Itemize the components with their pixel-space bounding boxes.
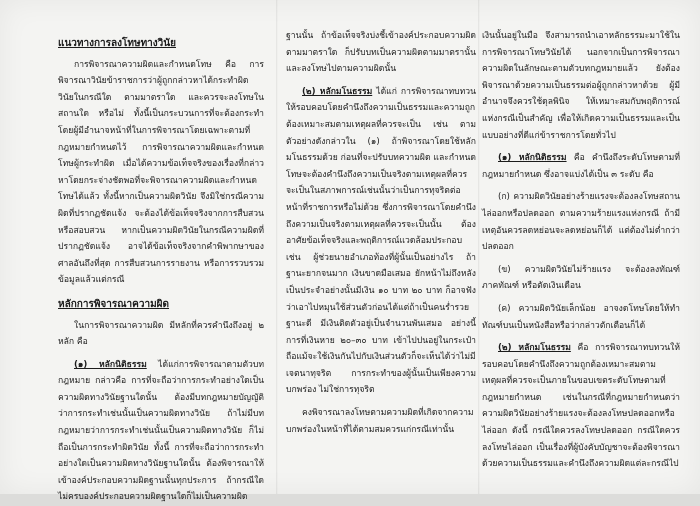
paragraph: เงินนั้นอยู่ในมือ จึงสามารถนำเอาหลักธรรมะมาใช้ในการพิจารณาโทษวินัยได้ นอกจากเป็นการพิจารณาความผิดในลักษณะตามตัวบทกฎหมายแล้ว ยังต้องพิจารณาด้วยความเป็นธรรมต่อผู้ถูกกล่าวหาด้วย ผู้มีอำนาจจึงควรใช้ดุลพินิจ ให้เหมาะสมกับพฤติการณ์แห่งกรณีเป็นสำคัญ เพื่อให้เกิดความเป็นธรรมและเป็นแบบอย่างที่ดีแก่ข้าราชการโดยทั่วไป	[482, 31, 680, 141]
principle-text: ได้แก่การพิจารณาตามตัวบทกฎหมาย กล่าวคือ การที่จะถือว่าการกระทำอย่างใดเป็นความผิดทางวินัยฐานใดนั้น ต้องมีบทกฎหมายบัญญัติว่าการกระทำเช่นนั้นเป็นความผิดทางวินัย ถ้าไม่มีบทกฎหมายว่าการกระทำเช่นนั้นเป็นความผิดทางวินัย ก็ไม่ถือเป็นการกระทำผิดวินัย ทั้งนี้ การที่จะถือว่าการกระทำอย่างใดเป็นความผิดทางวินัยฐานใดนั้น ต้องพิจารณาให้เข้าองค์ประกอบความผิดฐานนั้นทุกประการ ถ้ากรณีใดไม่ครบองค์ประกอบความผิดฐานใดก็ไม่เป็นความผิด	[58, 359, 264, 503]
section-heading: แนวทางการลงโทษทางวินัย	[58, 38, 176, 49]
principle-text: ได้แก่ การพิจารณาทบทวนให้รอบคอบโดยคำนึงถึงความเป็นธรรมและความถูกต้องเหมาะสมตามเหตุผลที่ควรจะเป็น เช่น ตามตัวอย่างดังกล่าวใน (๑) ถ้าพิจารณาโดยใช้หลักมโนธรรมด้วย ก่อนที่จะปรับบทความผิด และกำหนดโทษจะต้องคำนึงถึงความเป็นจริงตามเหตุผลที่ควรจะเป็นในสภาพการณ์เช่นนั้นว่าเป็นการทุจริตต่อหน้าที่ราชการหรือไม่ด้วย ซึ่งการพิจารณาโดยคำนึงถึงความเป็นจริงตามเหตุผลที่ควรจะเป็นนั้น ต้องอาศัยข้อเท็จจริงและพฤติการณ์แวดล้อมประกอบ เช่น ผู้ช่วยนายอำเภอท้องที่ผู้นั้นเป็นอย่างไร ถ้าฐานะยากจนมาก เงินขาดมือเสมอ ยักหน้าไม่ถึงหลังเป็นประจำอย่างนั้นมีเงิน ๑๐ บาท ๒๐ บาท ก็อาจฟังว่าเอาไปหมุนใช้ส่วนตัวก่อนได้แต่ถ้าเป็นคนร่ำรวย ฐานะดี มีเงินติดตัวอยู่เป็นจำนวนพันเสมอ อย่างนี้การที่เงินหาย ๒๐–๓๐ บาท เข้าไปปนอยู่ในกระเป๋า ถือแม้จะใช้เงินกันไปกับเงินส่วนตัวก็จะเห็นได้ว่าไม่มีเจตนาทุจริต การกระทำของผู้นั้นเป็นเพียงความบกพร่อง ไม่ใช่การทุจริต	[286, 86, 476, 396]
column-middle	[286, 28, 476, 488]
page-fold	[276, 0, 278, 494]
principle-label: (๒) หลักมโนธรรม	[302, 86, 373, 97]
punishment-principle	[482, 150, 680, 183]
punishment-principle	[482, 340, 680, 473]
list-item: (ก) ความผิดวินัยอย่างร้ายแรงจะต้องลงโทษสถานไล่ออกหรือปลดออก ตามความร้ายแรงแห่งกรณี ถ้ามีเหตุอันควรลดหย่อนจะลดหย่อนก็ได้ แต่ต้องไม่ต่ำกว่าปลดออก	[482, 192, 680, 253]
principle-label: (๒) หลักมโนธรรม	[498, 343, 571, 354]
principle-label: (๑) หลักนิติธรรม	[74, 359, 147, 370]
paragraph: ในการพิจารณาความผิด มีหลักที่ควรคำนึงถึงอยู่ ๒ หลัก คือ	[58, 320, 264, 348]
principle-label: (๑) หลักนิติธรรม	[498, 153, 567, 164]
principle-paragraph	[58, 357, 264, 506]
column-left	[58, 28, 264, 503]
column-right	[482, 28, 680, 488]
paragraph: การพิจารณาความผิดและกำหนดโทษ คือ การพิจารณาวินัยข้าราชการว่าผู้ถูกกล่าวหาได้กระทำผิดวินัยในกรณีใด ตามมาตราใด และควรจะลงโทษในสถานใด หรือไม่ ทั้งนี้เป็นกระบวนการที่จะต้องกระทำโดยผู้มีอำนาจหน้าที่ในการพิจารณาโดยเฉพาะตามที่กฎหมายกำหนดไว้ การพิจารณาความผิดและกำหนดโทษผู้กระทำผิด เมื่อได้ความข้อเท็จจริงของเรื่องที่กล่าวหาโดยกระจ่างชัดพอที่จะพิจารณาความผิดและกำหนดโทษได้แล้ว ทั้งนี้หากเป็นความผิดวินัย จึงมิใช่กรณีความผิดที่ปรากฏชัดแจ้ง จะต้องได้ข้อเท็จจริงจากการสืบสวนหรือสอบสวน หากเป็นความผิดวินัยในกรณีความผิดที่ปรากฏชัดแจ้ง อาจได้ข้อเท็จจริงจากคำพิพากษาของศาลอันถึงที่สุด การสืบสวนการรายงาน หรือการรวบรวมข้อมูลแล้วแต่กรณี	[58, 59, 264, 286]
principle-text: คือ คำนึงถึงระดับโทษตามที่กฎหมายกำหนด ซึ่งอาจแบ่งได้เป็น ๓ ระดับ คือ	[482, 153, 680, 180]
list-item: (ค) ความผิดวินัยเล็กน้อย อาจงดโทษโดยให้ทำทัณฑ์บนเป็นหนังสือหรือว่ากล่าวตักเตือนก็ได้	[482, 303, 680, 331]
paragraph: ฐานนั้น ถ้าข้อเท็จจริงบ่งชี้เข้าองค์ประกอบความผิดตามมาตราใด ก็ปรับบทเป็นความผิดตามมาตรานั้น และลงโทษไปตามความผิดนั้น	[286, 31, 476, 75]
principle-text: คือ การพิจารณาทบทวนให้รอบคอบโดยคำนึงถึงความถูกต้องเหมาะสมตามเหตุผลที่ควรจะเป็นภายในขอบเขตระดับโทษตามที่กฎหมายกำหนด เช่นในกรณีที่กฎหมายกำหนดว่าความผิดวินัยอย่างร้ายแรงจะต้องลงโทษปลดออกหรือไล่ออก ดังนี้ กรณีใดควรลงโทษปลดออก กรณีใดควรลงโทษไล่ออก เป็นเรื่องที่ผู้บังคับบัญชาจะต้องพิจารณาด้วยความเป็นธรรมและคำนึงถึงความผิดแต่ละกรณีไป	[482, 343, 680, 470]
page-fold	[478, 0, 480, 494]
list-item: (ข) ความผิดวินัยไม่ร้ายแรง จะต้องลงทัณฑ์ภาคทัณฑ์ หรือตัดเงินเดือน	[482, 264, 680, 292]
principle-paragraph	[286, 84, 476, 399]
paragraph: คงพิจารณาลงโทษตามความผิดที่เกิดจากความบกพร่องในหน้าที่ได้ตามสมควรแก่กรณีเท่านั้น	[286, 408, 474, 435]
subsection-heading: หลักการพิจารณาความผิด	[58, 298, 170, 310]
